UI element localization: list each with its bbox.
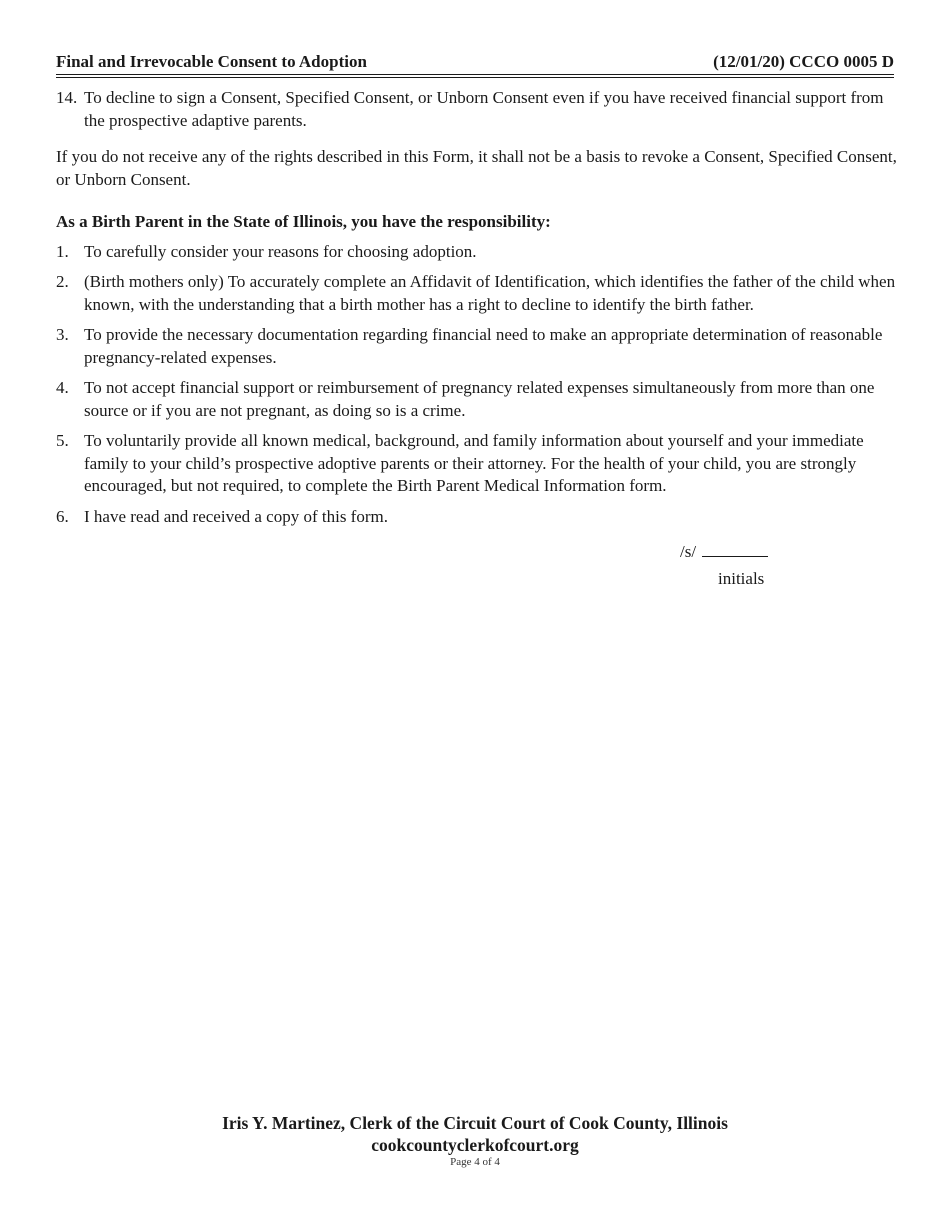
item-number: 6. bbox=[56, 506, 69, 526]
form-title: Final and Irrevocable Consent to Adoption bbox=[56, 52, 367, 71]
item-text: To voluntarily provide all known medical, background, and family information about yourself and your immediate family to your child’s prospective adoptive parents or their attorney. For the health of your child, you are strongly encouraged, but not required, to complete the Birth Parent Medical Information form. bbox=[84, 431, 864, 495]
responsibility-item bbox=[56, 430, 898, 498]
rights-note: If you do not receive any of the rights described in this Form, it shall not be a basis to revoke a Consent, Specified Consent, or Unborn Consent. bbox=[56, 147, 897, 189]
item-number: 2. bbox=[56, 272, 69, 291]
page-number: Page 4 of 4 bbox=[450, 1156, 500, 1168]
item-text: (Birth mothers only) To accurately complete an Affidavit of Identification, which identifies the father of the child when known, with the understanding that a birth mother has a right to decline to identify the birth father. bbox=[84, 272, 896, 314]
form-code: (12/01/20) CCCO 0005 D bbox=[713, 52, 894, 71]
item-number: 4. bbox=[56, 378, 69, 397]
responsibility-item bbox=[56, 324, 898, 369]
page-footer bbox=[0, 1112, 950, 1169]
clerk-website: cookcountyclerkofcourt.org bbox=[371, 1135, 579, 1155]
right-item-14 bbox=[56, 87, 898, 132]
initials-line[interactable] bbox=[702, 540, 768, 557]
page-header bbox=[56, 52, 894, 75]
item-number: 1. bbox=[56, 241, 69, 261]
responsibilities-heading: As a Birth Parent in the State of Illinois, you have the responsibility: bbox=[56, 212, 551, 231]
item-text: I have read and received a copy of this form. bbox=[84, 506, 388, 526]
item-text: To decline to sign a Consent, Specified Consent, or Unborn Consent even if you have received financial support from the prospective adaptive parents. bbox=[84, 88, 884, 130]
item-number: 5. bbox=[56, 431, 69, 450]
initials-caption: initials bbox=[718, 569, 765, 588]
item-number: 3. bbox=[56, 325, 69, 344]
item-text: To provide the necessary documentation regarding financial need to make an appropriate determination of reasonable pregnancy-related expenses. bbox=[84, 325, 883, 367]
item-text: To carefully consider your reasons for choosing adoption. bbox=[84, 241, 477, 261]
signature-prefix: /s/ bbox=[680, 542, 697, 561]
item-text: To not accept financial support or reimbursement of pregnancy related expenses simultaneously from more than one source or if you are not pregnant, as doing so is a crime. bbox=[84, 378, 875, 420]
document-body bbox=[56, 87, 898, 536]
responsibility-item bbox=[56, 271, 898, 316]
initials-signature bbox=[680, 540, 768, 588]
responsibility-item bbox=[56, 506, 898, 529]
responsibility-item bbox=[56, 241, 898, 264]
responsibility-item bbox=[56, 377, 898, 422]
clerk-name: Iris Y. Martinez, Clerk of the Circuit Court of Cook County, Illinois bbox=[222, 1113, 728, 1133]
item-number: 14. bbox=[56, 88, 78, 107]
